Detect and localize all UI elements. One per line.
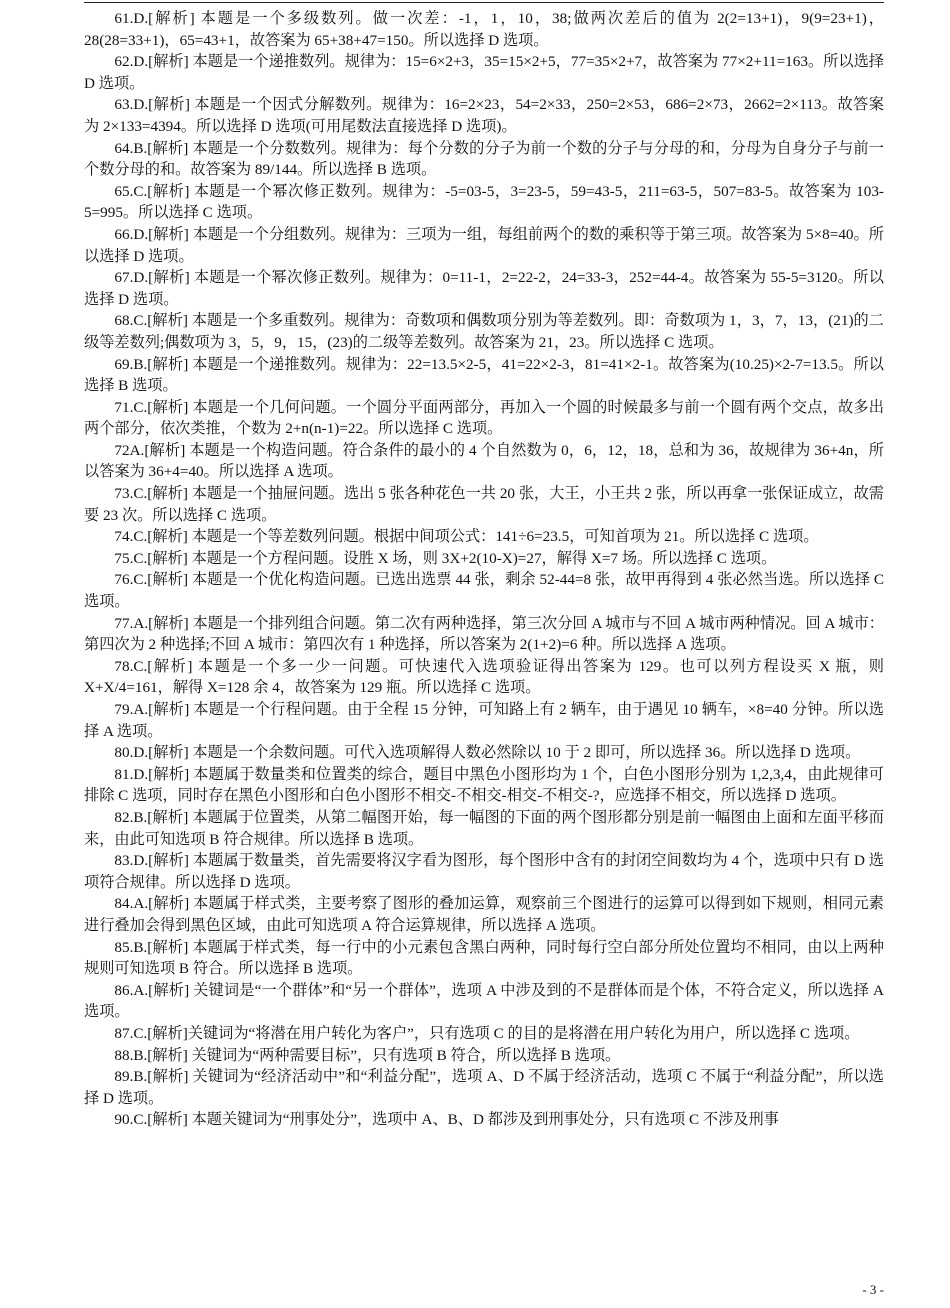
paragraph-85: 85.B.[解析] 本题属于样式类，每一行中的小元素包含黑白两种，同时每行空白部分所处位置均不相同，由以上两种规则可知选项 B 符合。所以选择 B 选项。 bbox=[84, 938, 884, 978]
paragraph-68: 68.C.[解析] 本题是一个多重数列。规律为：奇数项和偶数项分别为等差数列。即：奇数项为 1，3，7，13，(21)的二级等差数列;偶数项为 3，5，9，15，(23)的二级等差数列。故答案为 21，23。所以选择 C 选项。 bbox=[84, 312, 884, 351]
paragraph-69: 69.B.[解析] 本题是一个递推数列。规律为：22=13.5×2-5，41=22×2-3，81=41×2-1。故答案为(10.25)×2-7=13.5。所以选择 B 选项。 bbox=[84, 355, 884, 395]
answer-explanations bbox=[84, 8, 884, 1131]
page-number: - 3 - bbox=[862, 1282, 884, 1297]
paragraph-61: 61.D.[解析] 本题是一个多级数列。做一次差：-1，1，10，38;做两次差后的值为 2(2=13+1)，9(9=23+1)，28(28=33+1)，65=43+1，故答案为 65+38+47=150。所以选择 D 选项。 bbox=[84, 10, 884, 49]
header-rule bbox=[84, 2, 884, 3]
paragraph-73: 73.C.[解析] 本题是一个抽屉问题。选出 5 张各种花色一共 20 张，大王，小王共 2 张，所以再拿一张保证成立，故需要 23 次。所以选择 C 选项。 bbox=[84, 485, 884, 524]
paragraph-81: 81.D.[解析] 本题属于数量类和位置类的综合，题目中黑色小图形均为 1 个，白色小图形分别为 1,2,3,4，由此规律可排除 C 选项，同时存在黑色小图形和白色小图形不相交-不相交-相交-不相交-?，应选择不相交，所以选择 D 选项。 bbox=[84, 765, 884, 805]
paragraph-62: 62.D.[解析] 本题是一个递推数列。规律为：15=6×2+3，35=15×2+5，77=35×2+7，故答案为 77×2+11=163。所以选择 D 选项。 bbox=[84, 53, 884, 92]
paragraph-65: 65.C.[解析] 本题是一个幂次修正数列。规律为：-5=03-5，3=23-5，59=43-5，211=63-5，507=83-5。故答案为 103-5=995。所以选择 C 选项。 bbox=[84, 182, 884, 222]
paragraph-87: 87.C.[解析]关键词为“将潜在用户转化为客户”，只有选项 C 的目的是将潜在用户转化为用户，所以选择 C 选项。 bbox=[114, 1024, 860, 1042]
paragraph-83: 83.D.[解析] 本题属于数量类，首先需要将汉字看为图形，每个图形中含有的封闭空间数均为 4 个，选项中只有 D 选项符合规律。所以选择 D 选项。 bbox=[84, 852, 884, 891]
paragraph-64: 64.B.[解析] 本题是一个分数数列。规律为：每个分数的分子为前一个数的分子与分母的和，分母为自身分子与前一个数分母的和。故答案为 89/144。所以选择 B 选项。 bbox=[84, 139, 884, 179]
paragraph-74: 74.C.[解析] 本题是一个等差数列问题。根据中间项公式：141÷6=23.5，可知首项为 21。所以选择 C 选项。 bbox=[114, 528, 819, 546]
paragraph-67: 67.D.[解析] 本题是一个幂次修正数列。规律为：0=11-1，2=22-2，24=33-3，252=44-4。故答案为 55-5=3120。所以选择 D 选项。 bbox=[84, 269, 884, 308]
paragraph-86: 86.A.[解析] 关键词是“一个群体”和“另一个群体”，选项 A 中涉及到的不是群体而是个体，不符合定义，所以选择 A 选项。 bbox=[84, 981, 884, 1021]
paragraph-76: 76.C.[解析] 本题是一个优化构造问题。已选出选票 44 张，剩余 52-44=8 张，故甲再得到 4 张必然当选。所以选择 C 选项。 bbox=[84, 571, 884, 611]
paragraph-75: 75.C.[解析] 本题是一个方程问题。设胜 X 场，则 3X+2(10-X)=27，解得 X=7 场。所以选择 C 选项。 bbox=[114, 549, 777, 567]
paragraph-80: 80.D.[解析] 本题是一个余数问题。可代入选项解得人数必然除以 10 于 2 即可，所以选择 36。所以选择 D 选项。 bbox=[114, 744, 861, 762]
paragraph-72: 72A.[解析] 本题是一个构造问题。符合条件的最小的 4 个自然数为 0，6，12，18，总和为 36，故规律为 36+4n，所以答案为 36+4=40。所以选择 A 选项。 bbox=[84, 441, 884, 481]
paragraph-84: 84.A.[解析] 本题属于样式类，主要考察了图形的叠加运算，观察前三个图进行的运算可以得到如下规则，相同元素进行叠加会得到黑色区域，由此可知选项 A 符合运算规律，所以选择 A 选项。 bbox=[84, 895, 884, 934]
paragraph-77: 77.A.[解析] 本题是一个排列组合问题。第二次有两种选择，第三次分回 A 城市与不回 A 城市两种情况。回 A 城市：第四次为 2 种选择;不回 A 城市：第四次有 1 种选择，所以答案为 2(1+2)=6 种。所以选择 A 选项。 bbox=[84, 614, 884, 654]
paragraph-79: 79.A.[解析] 本题是一个行程问题。由于全程 15 分钟，可知路上有 2 辆车，由于遇见 10 辆车，×8=40 分钟。所以选择 A 选项。 bbox=[84, 701, 884, 740]
paragraph-82: 82.B.[解析] 本题属于位置类，从第二幅图开始，每一幅图的下面的两个图形都分别是前一幅图由上面和左面平移而来，由此可知选项 B 符合规律。所以选择 B 选项。 bbox=[84, 808, 884, 848]
paragraph-78: 78.C.[解析] 本题是一个多一少一问题。可快速代入选项验证得出答案为 129。也可以列方程设买 X 瓶，则 X+X/4=161，解得 X=128 余 4，故答案为 129 瓶。所以选择 C 选项。 bbox=[84, 657, 884, 697]
paragraph-88: 88.B.[解析] 关键词为“两种需要目标”，只有选项 B 符合，所以选择 B 选项。 bbox=[114, 1046, 621, 1064]
paragraph-90: 90.C.[解析] 本题关键词为“刑事处分”，选项中 A、B、D 都涉及到刑事处分，只有选项 C 不涉及刑事 bbox=[114, 1111, 779, 1129]
paragraph-71: 71.C.[解析] 本题是一个几何问题。一个圆分平面两部分，再加入一个圆的时候最多与前一个圆有两个交点，故多出两个部分，依次类推，个数为 2+n(n-1)=22。所以选择 C 选项。 bbox=[84, 398, 884, 438]
paragraph-89: 89.B.[解析] 关键词为“经济活动中”和“利益分配”，选项 A、D 不属于经济活动，选项 C 不属于“利益分配”，所以选择 D 选项。 bbox=[84, 1068, 884, 1107]
paragraph-63: 63.D.[解析] 本题是一个因式分解数列。规律为：16=2×23，54=2×33，250=2×53，686=2×73，2662=2×113。故答案为 2×133=4394。所以选择 D 选项(可用尾数法直接选择 D 选项)。 bbox=[84, 96, 884, 135]
paragraph-66: 66.D.[解析] 本题是一个分组数列。规律为：三项为一组，每组前两个的数的乘积等于第三项。故答案为 5×8=40。所以选择 D 选项。 bbox=[84, 225, 884, 265]
